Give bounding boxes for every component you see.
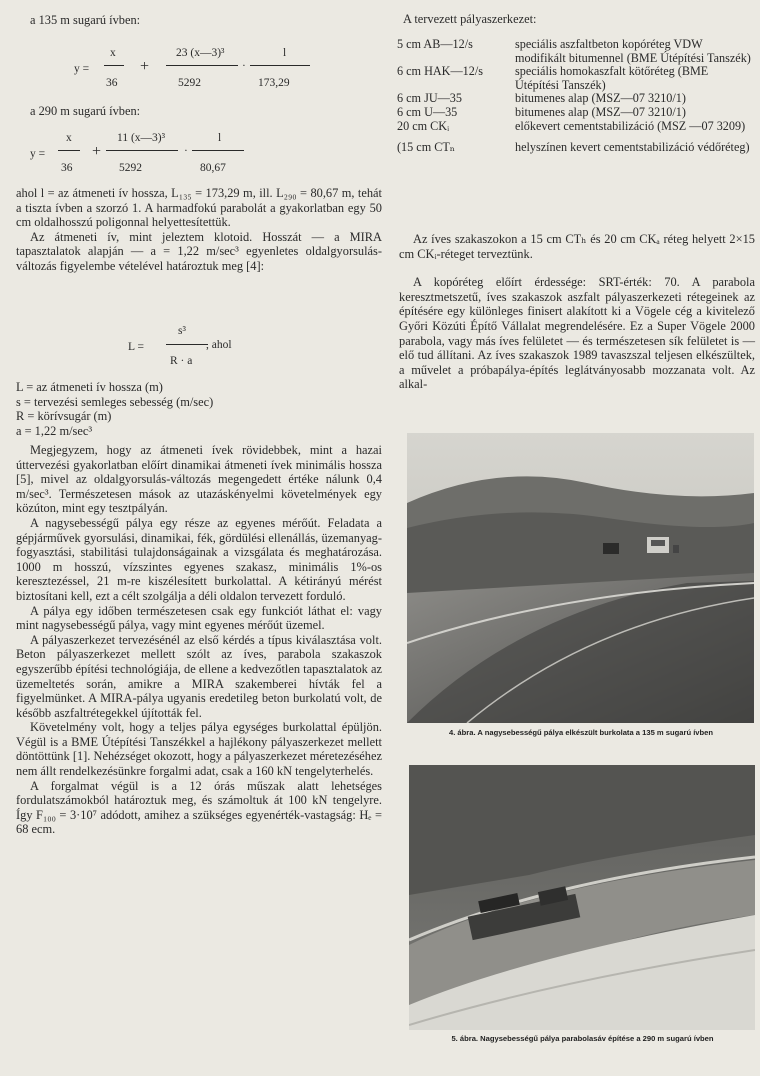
paragraph-kopo: A kopóréteg előírt érdessége: SRT-érték: 70. A parabola keresztmetszetű, íves szakaszok aszfalt pályaszerkezeti rétegeinek az építésére egy különleges finisert alakított ki a Vögele cég a kivitelező Győri Közúti Építő Vállalat megrendelésére. Ez a Super Vögele 2000 parabola, vagy más íves felületet — és természetesen sík felületet is — elő tud állítani. Az íves szakaszok 1989 tavaszszal teljesen elkészültek, a művelet a próbapálya-építés leglátványosabb mozzanata volt. Az alkal- — [399, 275, 755, 392]
definition-item: L = az átmeneti ív hossza (m) — [16, 380, 163, 394]
paragraph-ives: Az íves szakaszokon a 15 cm CTₕ és 20 cm CKₐ réteg helyett 2×15 cm CKᵢ-réteget terveztünk. — [399, 232, 755, 261]
formula-length-lhs: L = — [128, 341, 144, 353]
formula-290-plus: + — [92, 143, 102, 160]
formula-290-num3: l — [218, 132, 222, 144]
formula-length-den: R · a — [170, 355, 193, 367]
formula-length — [0, 322, 385, 374]
formula-length-num: s³ — [178, 325, 186, 337]
paragraph-kovetelmeny: Követelmény volt, hogy a teljes pálya egységes burkolattal épüljön. Végül is a BME Útépítési Tanszékkel a hajlékony pályaszerkezet mellett döntöttünk [1]. Nehézséget okozott, hogy a pályaszerkezet méretezéséhez nem állt rendelkezésünkre forgalmi adat, csak a 160 kN tengelyterhelés. — [16, 720, 382, 779]
layer-thickness: 5 cm AB—12/s — [397, 37, 473, 51]
table-row — [397, 38, 754, 65]
paragraph-nagysebessegu: A nagysebességű pálya egy része az egyenes mérőút. Feladata a gépjárművek gyorsulási, dinamikai, fék, gördülési ellenállás, üzemanyag-fogyasztási, stabilitási tulajdonságainak a vizsgálata és meghatározása. 1000 m hosszú, vízszintes egyenes szakasz, minimális 1%-os keresztezéssel, 21 m-re kiszélesített burkolattal. A kétirányú mérést biztosítani kell, ezt a célt szolgálja a déli oldalon tervezett forduló. — [16, 515, 382, 603]
fraction-bar — [104, 65, 124, 66]
paragraph-ahol: ahol l = az átmeneti ív hossza, L₁₃₅ = 173,29 m, ill. L₂₉₀ = 80,67 m, tehát a tiszta ívben a szorzó 1. A harmadfokú parabolát a gyakorlatban egy 50 cm oldalhosszú poligonnal helyettesítettük. — [16, 186, 382, 230]
layer-thickness: 6 cm U—35 — [397, 104, 458, 119]
paragraph-forgalmat: A forgalmat végül is a 12 órás műszak alatt lehetséges fordulatszámokból határoztuk meg, és számoltuk át 100 kN tengelyre. Így F₁₀₀ = 3·10⁷ adódott, amihez a szükséges egyenérték-vastagság: Hₑ = 68 ecm. — [16, 778, 382, 837]
paragraph-palya: A pálya egy időben természetesen csak egy funkciót láthat el: vagy mint nagysebességű pálya, vagy mint egyenes mérőút üzemel. — [16, 603, 382, 633]
formula-135-lhs: y = — [74, 63, 90, 75]
layer-description: bitumenes alap (MSZ—07 3210/1) — [515, 91, 686, 106]
formula-135-num3: l — [283, 47, 287, 59]
formula-290-den3: 80,67 — [200, 162, 226, 174]
figure-4-caption: 4. ábra. A nagysebességű pálya elkészült burkolata a 135 m sugarú ívben — [448, 728, 714, 737]
table-row — [397, 92, 754, 106]
formula-290 — [0, 126, 385, 182]
formula-length-suffix: , ahol — [206, 339, 232, 351]
fraction-bar — [106, 150, 178, 151]
text-block-1 — [16, 186, 382, 274]
formula-135-plus: + — [140, 58, 150, 75]
definition-item: R = körívsugár (m) — [16, 409, 112, 424]
figure-5-photo — [409, 765, 755, 1030]
layer-thickness: 20 cm CKᵢ — [397, 118, 450, 133]
layer-description: helyszínen kevert cementstabilizáció védőréteg) — [515, 140, 750, 155]
formula-135-num2: 23 (x—3)³ — [176, 47, 225, 59]
formula-135-dot: · — [242, 60, 246, 72]
road-curve-photo — [407, 433, 754, 723]
fraction-bar — [250, 65, 310, 66]
layer-description: bitumenes alap (MSZ—07 3210/1) — [515, 104, 686, 119]
formula-290-lhs: y = — [30, 148, 46, 160]
definition-item: s = tervezési semleges sebesség (m/sec) — [16, 394, 214, 409]
table-row — [397, 106, 754, 120]
text-block-right — [399, 232, 755, 392]
definition-list — [16, 380, 382, 438]
figure-4-photo — [407, 433, 754, 723]
formula-135-num1: x — [110, 47, 116, 59]
layers-heading: A tervezett pályaszerkezet: — [403, 12, 537, 26]
table-row — [397, 120, 754, 134]
paragraph-atmeneti: Az átmeneti ív, mint jeleztem klotoid. Hosszát — a MIRA tapasztalatok alapján — a = 1,22 m/sec³ egyenletes oldalgyorsulás-változás figyelembe vételével határoztuk meg [4]: — [16, 229, 382, 273]
formula-290-den1: 36 — [61, 162, 73, 174]
definition-item: a = 1,22 m/sec³ — [16, 423, 93, 438]
fraction-bar — [58, 150, 80, 151]
paragraph-megjegyzem: Megjegyzem, hogy az átmeneti ívek rövidebbek, mint a hazai úttervezési gyakorlatban előírt dinamikai átmeneti ívek minimális hossza [5], mivel az oldalgyorsulás-változás megengedett értéke nálunk 0,4 m/sec³. Természetesen mások az utazáskényelmi követelmények egy közúton, mint egy tesztpályán. — [16, 443, 382, 516]
road-construction-photo — [409, 765, 755, 1030]
intro-290: a 290 m sugarú ívben: — [30, 104, 141, 118]
layer-description: előkevert cementstabilizáció (MSZ —07 3209) — [515, 118, 746, 133]
intro-135: a 135 m sugarú ívben: — [30, 13, 141, 27]
fraction-bar — [166, 65, 238, 66]
layer-description: speciális homokaszfalt kötőréteg (BME Útépítési Tanszék) — [515, 64, 709, 92]
layer-description: speciális aszfaltbeton kopóréteg VDW modifikált bitumennel (BME Útépítési Tanszék) — [515, 37, 751, 65]
formula-290-den2: 5292 — [119, 162, 142, 174]
layer-thickness: 6 cm HAK—12/s — [397, 64, 483, 79]
formula-290-num1: x — [66, 132, 72, 144]
table-row — [397, 133, 754, 155]
formula-290-dot: · — [184, 145, 188, 157]
formula-135-den2: 5292 — [178, 77, 201, 89]
layer-thickness: 6 cm JU—35 — [397, 91, 462, 106]
formula-135-den3: 173,29 — [258, 77, 290, 89]
layers-table — [397, 38, 754, 155]
table-row — [397, 65, 754, 92]
paragraph-palyaszerkezet: A pályaszerkezet tervezésénél az első kérdés a típus kiválasztása volt. Beton pályaszerkezet mellett szólt az íves, parabola szakaszok egyszerűbb építési technológiája, de ellene a kedvezőtlen tapasztalatok az üzemeltetés során, amikre a MIRA szakemberei hívták fel a figyelmünket. A MIRA-pálya ugyanis eredetileg beton burkolatú volt, de később aszfaltrétegekkel újították fel. — [16, 632, 382, 720]
formula-135-den1: 36 — [106, 77, 118, 89]
fraction-bar — [166, 344, 208, 345]
layer-thickness: (15 cm CTₙ — [397, 140, 456, 155]
text-block-2 — [16, 443, 382, 837]
formula-290-num2: 11 (x—3)³ — [117, 132, 166, 144]
fraction-bar — [192, 150, 244, 151]
figure-5-caption: 5. ábra. Nagysebességű pálya parabolasáv építése a 290 m sugarú ívben — [451, 1034, 714, 1043]
formula-135 — [0, 38, 385, 98]
